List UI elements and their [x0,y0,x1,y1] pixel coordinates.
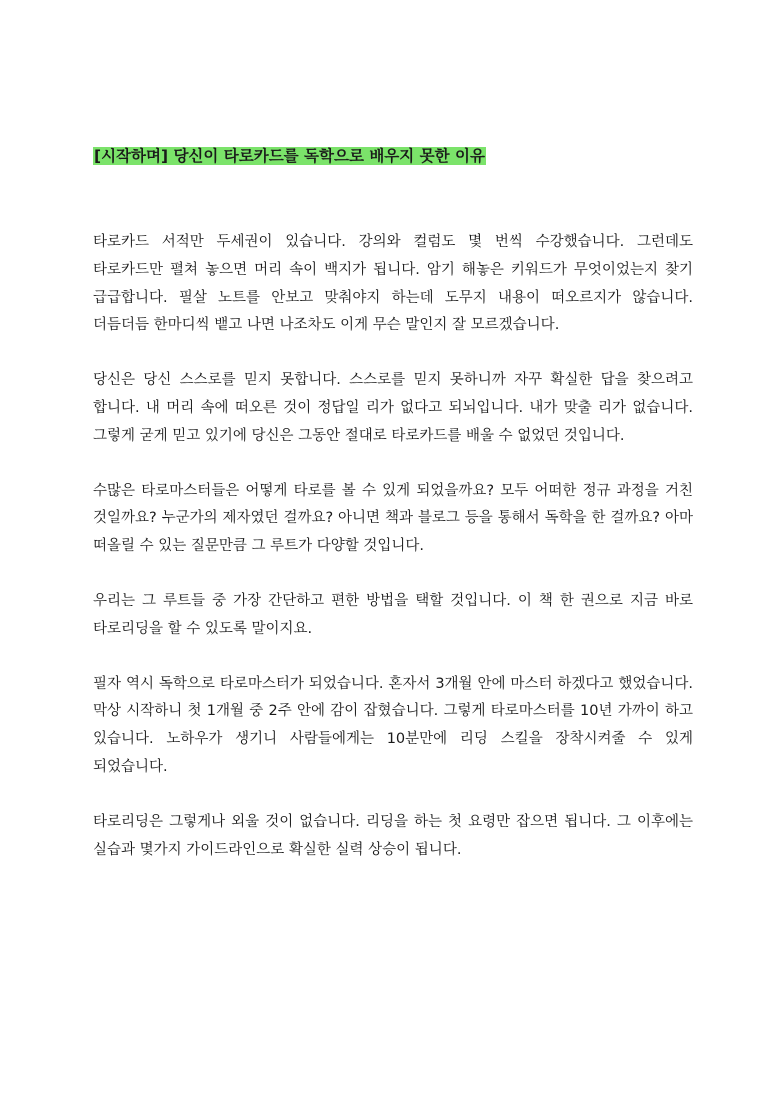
chapter-heading [93,144,486,168]
paragraph-3: 수많은 타로마스터들은 어떻게 타로를 볼 수 있게 되었을까요? 모두 어떠한 정규 과정을 거친 것일까요? 누군가의 제자였던 걸까요? 아니면 책과 블로그 등을 통해서 독학을 한 걸까요? 아마 떠올릴 수 있는 질문만큼 그 루트가 다양할 것입니다. [93,482,693,555]
paragraph-4: 우리는 그 루트들 중 가장 간단하고 편한 방법을 택할 것입니다. 이 책 한 권으로 지금 바로 타로리딩을 할 수 있도록 말이지요. [93,592,693,637]
paragraph-1: 타로카드 서적만 두세권이 있습니다. 강의와 컬럼도 몇 번씩 수강했습니다. 그런데도 타로카드만 펼쳐 놓으면 머리 속이 백지가 됩니다. 암기 해놓은 키워드가 무엇이었는지 찾기 급급합니다. 필살 노트를 안보고 맞춰야지 하는데 도무지 내용이 떠오르지가 않습니다. 더듬더듬 한마디씩 뱉고 나면 나조차도 이게 무슨 말인지 잘 모르겠습니다. [93,234,693,334]
paragraph-2: 당신은 당신 스스로를 믿지 못합니다. 스스로를 믿지 못하니까 자꾸 확실한 답을 찾으려고 합니다. 내 머리 속에 떠오른 것이 정답일 리가 없다고 되뇌입니다. 내가 맞출 리가 없습니다. 그렇게 굳게 믿고 있기에 당신은 그동안 절대로 타로카드를 배울 수 없었던 것입니다. [93,372,693,444]
paragraph-6: 타로리딩은 그렇게나 외울 것이 없습니다. 리딩을 하는 첫 요령만 잡으면 됩니다. 그 이후에는 실습과 몇가지 가이드라인으로 확실한 실력 상승이 됩니다. [93,813,693,858]
body-text [93,229,693,891]
heading-highlight: [시작하며] 당신이 타로카드를 독학으로 배우지 못한 이유 [94,147,485,165]
paragraph-5: 필자 역시 독학으로 타로마스터가 되었습니다. 혼자서 3개월 안에 마스터 하겠다고 했었습니다. 막상 시작하니 첫 1개월 중 2주 안에 감이 잡혔습니다. 그렇게 타로마스터를 10년 가까이 하고 있습니다. 노하우가 생기니 사람들에게는 10분만에 리딩 스킬을 장착시켜줄 수 있게 되었습니다. [93,675,693,775]
